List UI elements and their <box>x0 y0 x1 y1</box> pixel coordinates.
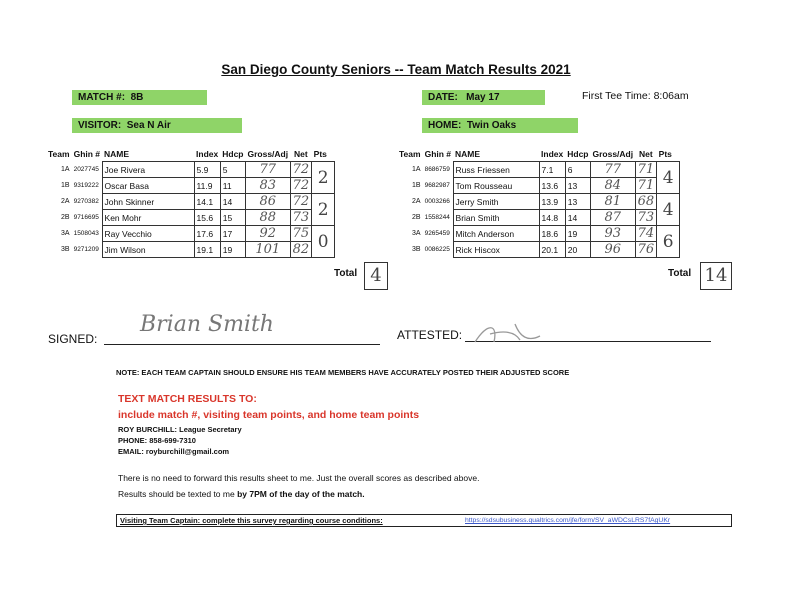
team-cell: 3B <box>412 246 421 253</box>
name-cell: John Skinner <box>102 194 194 210</box>
visitor-label: VISITOR: <box>78 120 122 131</box>
index-cell: 5.9 <box>194 162 220 178</box>
col-team: Team <box>399 149 421 160</box>
team-cell: 3A <box>412 230 421 237</box>
net-cell: 76 <box>635 242 657 258</box>
no-forward-note: There is no need to forward this results sheet to me. Just the overall scores as described above. <box>118 473 480 483</box>
ghin-cell: 9319222 <box>73 182 99 189</box>
text-results-detail: include match #, visiting team points, and home team points <box>118 409 420 421</box>
posting-note: NOTE: EACH TEAM CAPTAIN SHOULD ENSURE HIS TEAM MEMBERS HAVE ACCURATELY POSTED THEIR ADJUSTED SCORE <box>116 368 570 377</box>
visitor-header-row <box>46 147 335 162</box>
score-row <box>46 178 335 194</box>
col-net: Net <box>639 149 653 159</box>
index-cell: 15.6 <box>194 210 220 226</box>
hdcp-cell: 20 <box>565 242 590 258</box>
name-cell: Rick Hiscox <box>453 242 539 258</box>
ghin-cell: 0086225 <box>424 246 450 253</box>
home-total-value: 14 <box>700 262 732 290</box>
gross-adj-cell: 101 <box>245 242 290 258</box>
col-gross: Gross/Adj <box>247 149 289 159</box>
survey-label: Visiting Team Captain: complete this survey regarding course conditions: <box>120 516 383 525</box>
date-label: DATE: <box>428 92 458 103</box>
signed-signature: Brian Smith <box>140 312 274 337</box>
name-cell: Ray Vecchio <box>102 226 194 242</box>
home-field <box>422 118 578 133</box>
contact-phone: PHONE: 858-699-7310 <box>118 436 196 445</box>
col-hdcp: Hdcp <box>222 149 244 159</box>
visitor-field <box>72 118 242 133</box>
score-row <box>397 162 680 178</box>
name-cell: Jerry Smith <box>453 194 539 210</box>
name-cell: Ken Mohr <box>102 210 194 226</box>
team-cell: 2B <box>61 214 70 221</box>
team-cell: 2B <box>412 214 421 221</box>
page-title: San Diego County Seniors -- Team Match Results 2021 <box>221 62 571 77</box>
hdcp-cell: 5 <box>220 162 245 178</box>
index-cell: 13.9 <box>539 194 565 210</box>
hdcp-cell: 19 <box>220 242 245 258</box>
ghin-cell: 2027745 <box>73 166 99 173</box>
gross-adj-cell: 84 <box>590 178 635 194</box>
score-row <box>397 194 680 210</box>
hdcp-cell: 13 <box>565 194 590 210</box>
net-cell: 71 <box>635 178 657 194</box>
net-cell: 73 <box>635 210 657 226</box>
gross-adj-cell: 88 <box>245 210 290 226</box>
col-hdcp: Hdcp <box>567 149 589 159</box>
name-cell: Russ Friessen <box>453 162 539 178</box>
attested-signature <box>470 312 550 352</box>
home-total-label: Total <box>668 268 692 279</box>
pts-cell: 2 <box>312 162 335 194</box>
attested-label: ATTESTED: <box>397 328 463 342</box>
name-cell: Mitch Anderson <box>453 226 539 242</box>
team-cell: 1A <box>61 166 70 173</box>
col-index: Index <box>541 149 564 159</box>
hdcp-cell: 6 <box>565 162 590 178</box>
col-index: Index <box>196 149 219 159</box>
home-label: HOME: <box>428 120 462 131</box>
score-row <box>397 226 680 242</box>
col-pts: Pts <box>313 149 327 159</box>
ghin-cell: 9682987 <box>424 182 450 189</box>
team-cell: 2A <box>61 198 70 205</box>
gross-adj-cell: 93 <box>590 226 635 242</box>
index-cell: 11.9 <box>194 178 220 194</box>
col-team: Team <box>48 149 70 160</box>
index-cell: 20.1 <box>539 242 565 258</box>
pts-cell: 0 <box>312 226 335 258</box>
index-cell: 7.1 <box>539 162 565 178</box>
hdcp-cell: 17 <box>220 226 245 242</box>
gross-adj-cell: 86 <box>245 194 290 210</box>
col-ghin: Ghin # <box>73 149 101 160</box>
name-cell: Brian Smith <box>453 210 539 226</box>
survey-link[interactable]: https://sdsubusiness.qualtrics.com/jfe/form/SV_aWDCsLRS7fAgUKr <box>465 517 671 524</box>
team-cell: 1B <box>61 182 70 189</box>
pts-cell: 4 <box>657 194 680 226</box>
ghin-cell: 9265459 <box>424 230 450 237</box>
home-score-table <box>397 147 680 258</box>
ghin-cell: 9270382 <box>73 198 99 205</box>
deadline-bold: by 7PM of the day of the match. <box>237 489 365 499</box>
score-row <box>46 242 335 258</box>
index-cell: 18.6 <box>539 226 565 242</box>
gross-adj-cell: 92 <box>245 226 290 242</box>
gross-adj-cell: 77 <box>245 162 290 178</box>
name-cell: Oscar Basa <box>102 178 194 194</box>
name-cell: Jim Wilson <box>102 242 194 258</box>
ghin-cell: 9271209 <box>73 246 99 253</box>
index-cell: 14.1 <box>194 194 220 210</box>
net-cell: 72 <box>290 178 312 194</box>
index-cell: 19.1 <box>194 242 220 258</box>
ghin-cell: 1508043 <box>73 230 99 237</box>
date-field <box>422 90 545 105</box>
contact-info <box>118 424 242 457</box>
team-cell: 3B <box>61 246 70 253</box>
score-row <box>397 178 680 194</box>
ghin-cell: 9716695 <box>73 214 99 221</box>
net-cell: 74 <box>635 226 657 242</box>
ghin-cell: 1558244 <box>424 214 450 221</box>
score-row <box>46 162 335 178</box>
ghin-cell: 0003266 <box>424 198 450 205</box>
hdcp-cell: 13 <box>565 178 590 194</box>
visitor-total-value: 4 <box>364 262 388 290</box>
ghin-cell: 8686759 <box>424 166 450 173</box>
contact-email: EMAIL: royburchill@gmail.com <box>118 447 230 456</box>
visitor-value: Sea N Air <box>126 120 171 131</box>
text-results-heading: TEXT MATCH RESULTS TO: <box>118 393 257 405</box>
home-value: Twin Oaks <box>466 120 517 131</box>
team-cell: 3A <box>61 230 70 237</box>
visitor-total-label: Total <box>334 268 358 279</box>
match-field <box>72 90 207 105</box>
gross-adj-cell: 77 <box>590 162 635 178</box>
col-name: NAME <box>104 149 130 159</box>
match-label: MATCH #: <box>78 92 126 103</box>
first-tee-time: First Tee Time: 8:06am <box>582 90 689 102</box>
team-cell: 2A <box>412 198 421 205</box>
gross-adj-cell: 81 <box>590 194 635 210</box>
net-cell: 71 <box>635 162 657 178</box>
score-row <box>397 242 680 258</box>
col-ghin: Ghin # <box>424 149 452 160</box>
pts-cell: 4 <box>657 162 680 194</box>
hdcp-cell: 14 <box>220 194 245 210</box>
deadline-prefix: Results should be texted to me <box>118 489 238 499</box>
match-value: 8B <box>130 92 144 103</box>
index-cell: 13.6 <box>539 178 565 194</box>
net-cell: 73 <box>290 210 312 226</box>
net-cell: 75 <box>290 226 312 242</box>
name-cell: Tom Rousseau <box>453 178 539 194</box>
gross-adj-cell: 83 <box>245 178 290 194</box>
index-cell: 17.6 <box>194 226 220 242</box>
hdcp-cell: 11 <box>220 178 245 194</box>
contact-name: ROY BURCHILL: League Secretary <box>118 425 242 434</box>
pts-cell: 2 <box>312 194 335 226</box>
col-pts: Pts <box>658 149 672 159</box>
net-cell: 72 <box>290 162 312 178</box>
hdcp-cell: 19 <box>565 226 590 242</box>
col-name: NAME <box>455 149 481 159</box>
name-cell: Joe Rivera <box>102 162 194 178</box>
survey-box <box>116 514 732 527</box>
team-cell: 1A <box>412 166 421 173</box>
home-header-row <box>397 147 680 162</box>
col-net: Net <box>294 149 308 159</box>
score-row <box>46 194 335 210</box>
visitor-score-table <box>46 147 335 258</box>
hdcp-cell: 15 <box>220 210 245 226</box>
signed-line <box>104 343 380 345</box>
net-cell: 68 <box>635 194 657 210</box>
date-value: May 17 <box>466 92 500 103</box>
signed-label: SIGNED: <box>48 332 98 346</box>
col-gross: Gross/Adj <box>592 149 634 159</box>
net-cell: 72 <box>290 194 312 210</box>
score-row <box>397 210 680 226</box>
team-cell: 1B <box>412 182 421 189</box>
net-cell: 82 <box>290 242 312 258</box>
gross-adj-cell: 96 <box>590 242 635 258</box>
deadline-note <box>118 489 365 499</box>
score-row <box>46 210 335 226</box>
hdcp-cell: 14 <box>565 210 590 226</box>
index-cell: 14.8 <box>539 210 565 226</box>
pts-cell: 6 <box>657 226 680 258</box>
score-row <box>46 226 335 242</box>
gross-adj-cell: 87 <box>590 210 635 226</box>
